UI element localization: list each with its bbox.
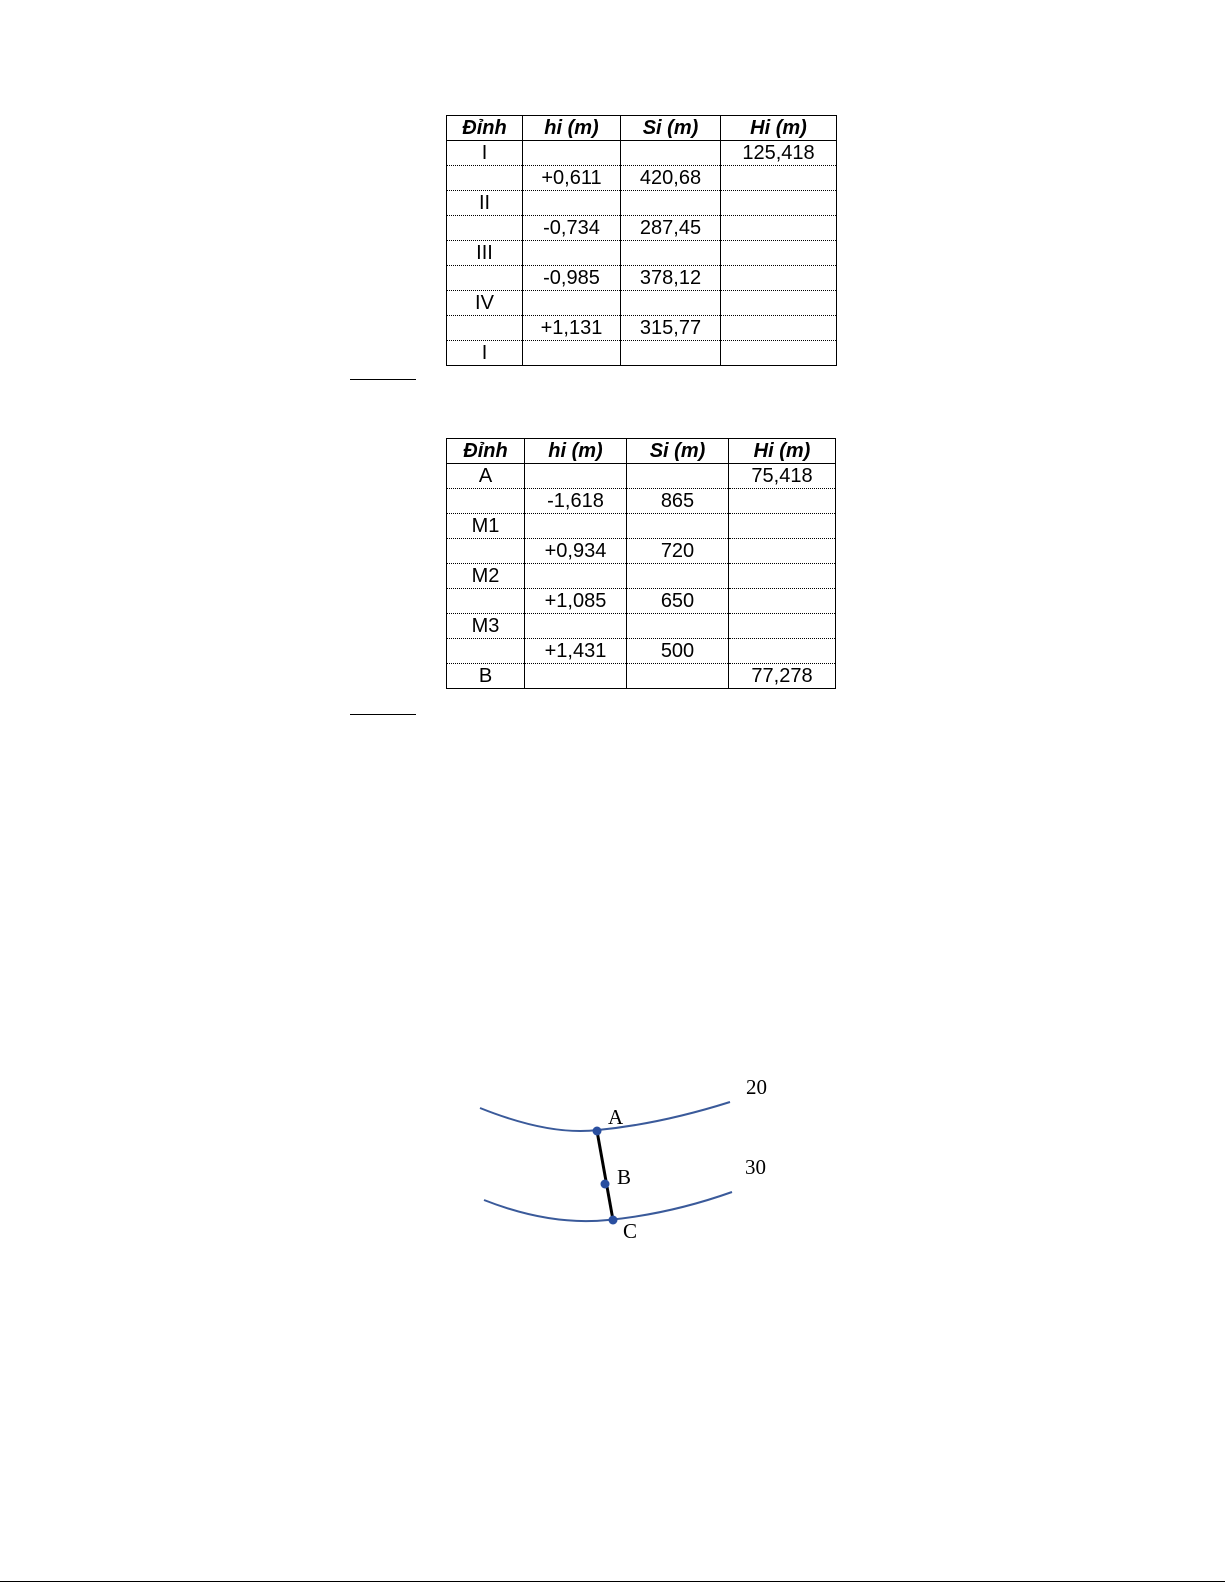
col-header-si: Si (m) (621, 116, 721, 141)
table-cell: M2 (447, 564, 525, 589)
table-cell (627, 464, 729, 489)
traverse-table-1 (446, 115, 837, 366)
table-cell (523, 191, 621, 216)
table-cell: IV (447, 291, 523, 316)
table-row (447, 514, 836, 539)
table-cell (525, 614, 627, 639)
table-cell (523, 241, 621, 266)
contour-line-upper (480, 1102, 730, 1131)
table-cell (621, 191, 721, 216)
table-cell (721, 216, 837, 241)
table-cell: 378,12 (621, 266, 721, 291)
table-cell (721, 316, 837, 341)
table-cell (621, 291, 721, 316)
col-header-Hi: Hi (m) (729, 439, 836, 464)
table-cell (447, 539, 525, 564)
table-cell (621, 341, 721, 366)
table-cell: III (447, 241, 523, 266)
table-cell (621, 241, 721, 266)
table-cell (621, 141, 721, 166)
table-row (447, 291, 837, 316)
table-row (447, 639, 836, 664)
table-cell (721, 166, 837, 191)
table-cell: +0,934 (525, 539, 627, 564)
table-cell (627, 514, 729, 539)
table-cell: II (447, 191, 523, 216)
table-cell (447, 639, 525, 664)
table-cell (721, 241, 837, 266)
table-cell (525, 514, 627, 539)
table-cell (523, 141, 621, 166)
table-cell: 865 (627, 489, 729, 514)
contour-label-30: 30 (745, 1155, 766, 1179)
table-row (447, 564, 836, 589)
table-cell (627, 664, 729, 689)
table-cell (627, 564, 729, 589)
table-cell (525, 464, 627, 489)
table-row (447, 191, 837, 216)
table-cell (721, 266, 837, 291)
table-cell (729, 489, 836, 514)
table-cell (447, 266, 523, 291)
table-row (447, 589, 836, 614)
table-cell: M1 (447, 514, 525, 539)
table-cell: 315,77 (621, 316, 721, 341)
point-label-b: B (617, 1165, 632, 1189)
table-cell (729, 614, 836, 639)
table-cell: +1,431 (525, 639, 627, 664)
table-row (447, 316, 837, 341)
col-header-vertex: Đỉnh (447, 439, 525, 464)
table-header-row (447, 116, 837, 141)
table-cell (729, 539, 836, 564)
table-cell: 77,278 (729, 664, 836, 689)
page-bottom-rule (0, 1581, 1225, 1582)
table-cell: 75,418 (729, 464, 836, 489)
table-cell (447, 489, 525, 514)
contour-figure (470, 1070, 800, 1250)
table-cell (523, 291, 621, 316)
point-b-marker (601, 1180, 610, 1189)
segment-ac (597, 1131, 613, 1220)
table-cell: I (447, 341, 523, 366)
table-cell (447, 316, 523, 341)
table-row (447, 464, 836, 489)
table-cell: -1,618 (525, 489, 627, 514)
table-cell (447, 216, 523, 241)
col-header-hi: hi (m) (525, 439, 627, 464)
table-cell (721, 341, 837, 366)
col-header-Hi: Hi (m) (721, 116, 837, 141)
table-row (447, 614, 836, 639)
table-cell: M3 (447, 614, 525, 639)
point-c-marker (609, 1216, 618, 1225)
table-row (447, 489, 836, 514)
table-cell: A (447, 464, 525, 489)
table-cell (721, 191, 837, 216)
table-header-row (447, 439, 836, 464)
table-cell: -0,734 (523, 216, 621, 241)
table-row (447, 166, 837, 191)
table-cell: 125,418 (721, 141, 837, 166)
table-row (447, 266, 837, 291)
table-row (447, 216, 837, 241)
table-cell (729, 639, 836, 664)
table-cell (721, 291, 837, 316)
col-header-hi: hi (m) (523, 116, 621, 141)
point-a-marker (593, 1127, 602, 1136)
point-label-c: C (623, 1219, 638, 1243)
table-cell: +0,611 (523, 166, 621, 191)
table-cell: -0,985 (523, 266, 621, 291)
col-header-vertex: Đỉnh (447, 116, 523, 141)
traverse-table-2 (446, 438, 836, 689)
table-cell: 500 (627, 639, 729, 664)
table-cell: +1,131 (523, 316, 621, 341)
table-cell (525, 664, 627, 689)
table-row (447, 664, 836, 689)
table-cell (729, 589, 836, 614)
table-cell (525, 564, 627, 589)
table-cell: I (447, 141, 523, 166)
table-cell (729, 564, 836, 589)
underline-mark-1 (350, 379, 416, 380)
table-row (447, 539, 836, 564)
contour-label-20: 20 (746, 1075, 767, 1099)
table-cell (729, 514, 836, 539)
underline-mark-2 (350, 714, 416, 715)
table-row (447, 141, 837, 166)
table-cell: 420,68 (621, 166, 721, 191)
table-cell: +1,085 (525, 589, 627, 614)
point-label-a: A (608, 1105, 624, 1129)
table-cell: B (447, 664, 525, 689)
table-cell (447, 589, 525, 614)
col-header-si: Si (m) (627, 439, 729, 464)
table-cell (627, 614, 729, 639)
table-row (447, 241, 837, 266)
table-cell (523, 341, 621, 366)
table-cell: 287,45 (621, 216, 721, 241)
table-row (447, 341, 837, 366)
table-cell: 720 (627, 539, 729, 564)
table-cell: 650 (627, 589, 729, 614)
table-cell (447, 166, 523, 191)
